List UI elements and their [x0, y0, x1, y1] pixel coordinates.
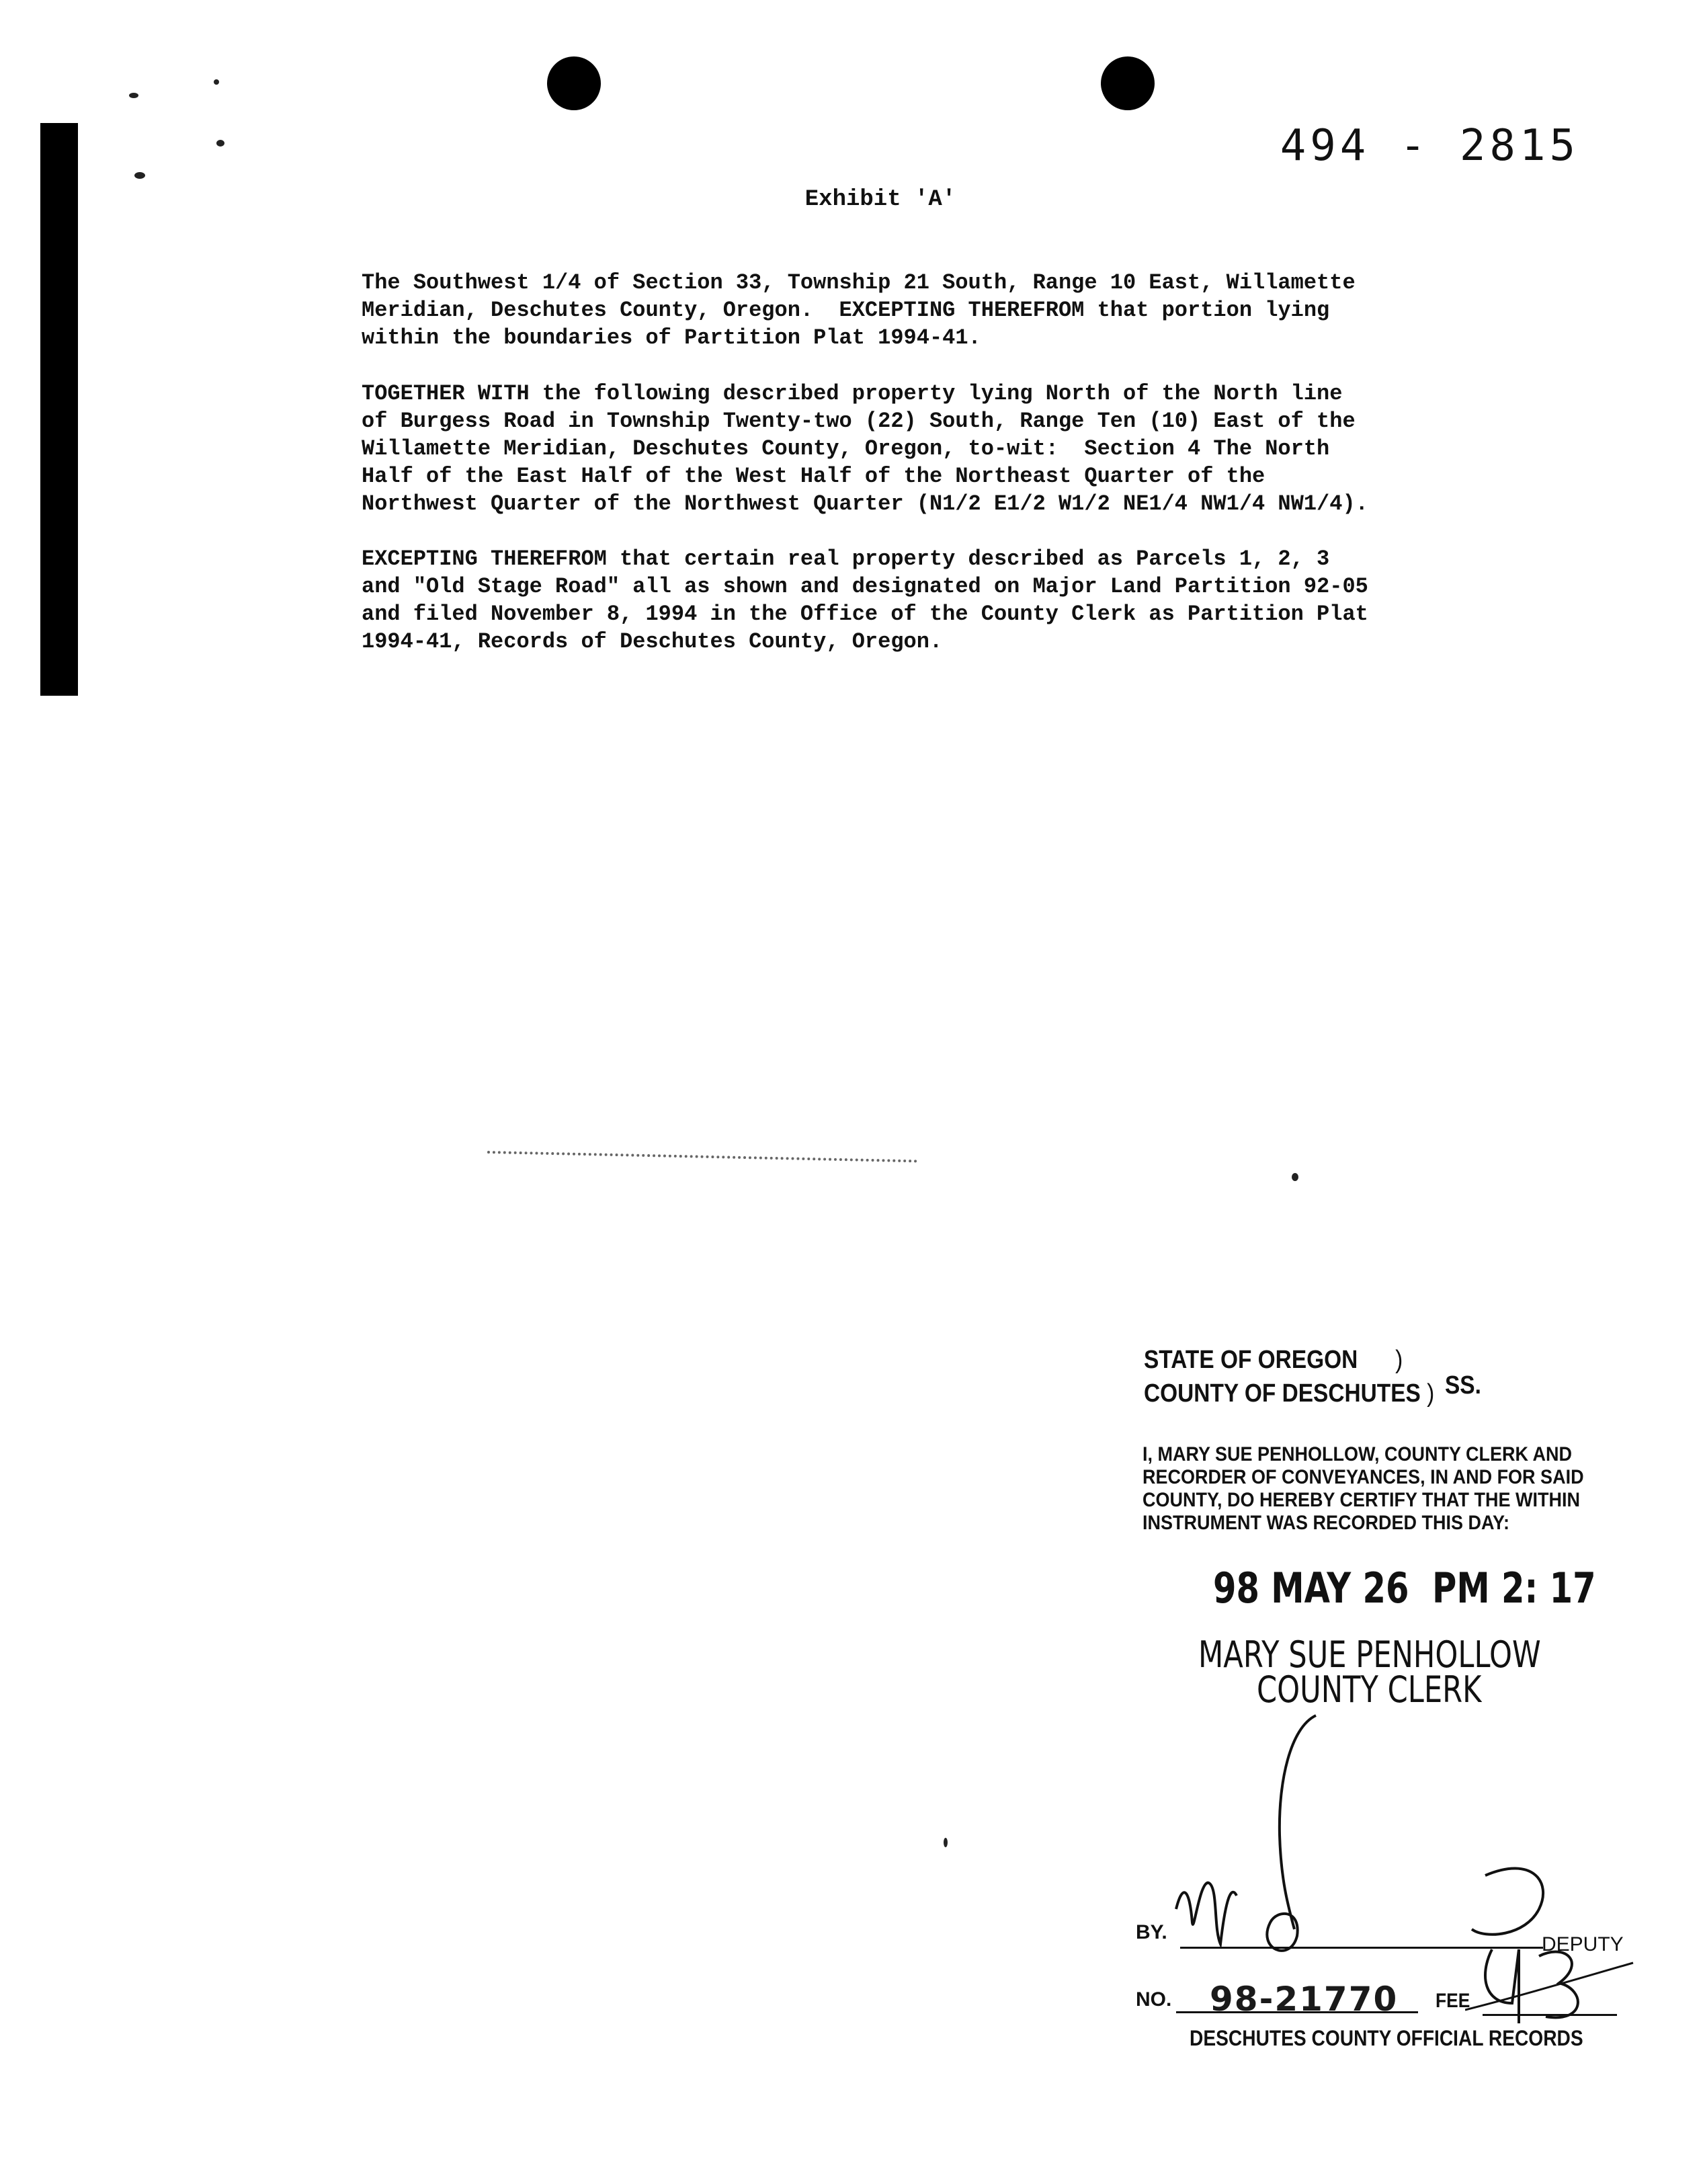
- scan-speck: [134, 172, 145, 179]
- handwritten-fee: [1465, 1936, 1640, 2030]
- punch-hole-left: [547, 56, 601, 110]
- clerk-title: COUNTY CLERK: [1257, 1668, 1482, 1711]
- state-text: STATE OF OREGON: [1144, 1346, 1358, 1374]
- legal-paragraph-2: TOGETHER WITH the following described property lying North of the North line of Burgess Road in Township Twenty-two (22) South, Range Ten (10) East of the Willamette Meridian, Deschutes County, Oregon, to-wit: Section 4 The North Half of the East Half of the West Half of the Northeast Quarter of the Northwest Quarter of the Northwest Quarter (N1/2 E1/2 W1/2 NE1/4 NW1/4 NW1/4).: [362, 381, 1368, 516]
- scan-speck: [944, 1838, 948, 1847]
- fee-label: FEE: [1436, 1990, 1470, 2012]
- ss-label: SS.: [1445, 1371, 1481, 1400]
- official-records-footer: DESCHUTES COUNTY OFFICIAL RECORDS: [1190, 2026, 1583, 2050]
- recorded-timestamp: 98 MAY 26 PM 2: 17: [1213, 1564, 1596, 1613]
- certification-statement: I, MARY SUE PENHOLLOW, COUNTY CLERK AND RECORDER OF CONVEYANCES, IN AND FOR SAID COUNTY, DO HEREBY CERTIFY THAT THE WITHIN INSTRUMENT WAS RECORDED THIS DAY:: [1143, 1443, 1584, 1534]
- county-text: COUNTY OF DESCHUTES: [1144, 1379, 1421, 1408]
- scan-dotted-line: [487, 1151, 917, 1162]
- deputy-label: DEPUTY: [1542, 1933, 1624, 1955]
- exhibit-title: Exhibit 'A': [804, 187, 956, 212]
- county-line: [1144, 1379, 1434, 1408]
- by-label: BY.: [1136, 1921, 1167, 1943]
- bracket: ): [1427, 1379, 1435, 1408]
- state-line: [1144, 1346, 1403, 1375]
- scan-speck: [214, 79, 219, 85]
- scan-speck: [216, 140, 224, 147]
- bracket: ): [1395, 1346, 1403, 1374]
- page-number: 494 - 2815: [1280, 121, 1579, 171]
- punch-hole-right: [1101, 56, 1155, 110]
- record-number: 98-21770: [1210, 1980, 1399, 2019]
- scan-speck: [129, 93, 138, 98]
- legal-paragraph-1: The Southwest 1/4 of Section 33, Township 21 South, Range 10 East, Willamette Meridian, Deschutes County, Oregon. EXCEPTING THEREFROM that portion lying within the boundaries of Partition Plat 1994-41.: [362, 270, 1356, 350]
- clerk-name: MARY SUE PENHOLLOW: [1198, 1633, 1541, 1676]
- scan-edge-bar: [40, 123, 78, 696]
- record-number-label: NO.: [1136, 1988, 1172, 2011]
- scan-speck: [1292, 1173, 1298, 1181]
- legal-paragraph-3: EXCEPTING THEREFROM that certain real property described as Parcels 1, 2, 3 and "Old Stage Road" all as shown and designated on Major Land Partition 92-05 and filed November 8, 1994 in the Office of the County Clerk as Partition Plat 1994-41, Records of Deschutes County, Oregon.: [362, 547, 1368, 654]
